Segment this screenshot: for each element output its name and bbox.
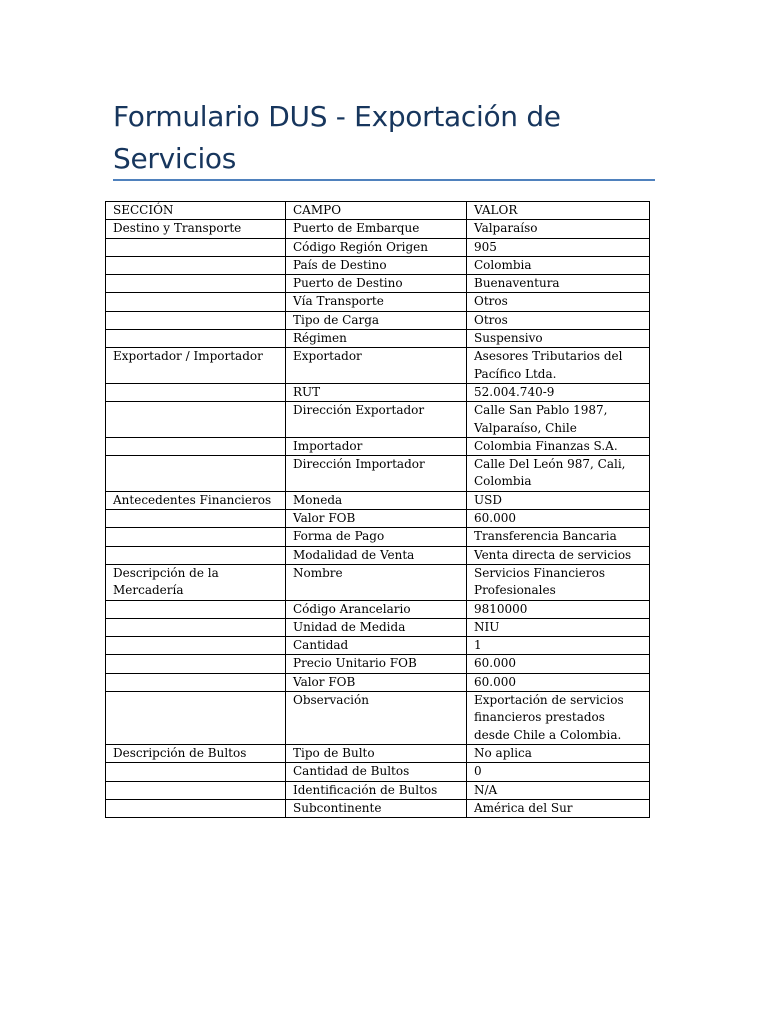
section-cell — [106, 763, 286, 781]
table-row — [106, 744, 650, 762]
value-cell: Otros — [467, 293, 650, 311]
section-cell — [106, 655, 286, 673]
section-cell — [106, 781, 286, 799]
field-cell: Dirección Exportador — [286, 402, 467, 438]
section-cell — [106, 383, 286, 401]
value-cell: 60.000 — [467, 655, 650, 673]
field-cell: Subcontinente — [286, 799, 467, 817]
document-title: Formulario DUS - Exportación de Servicios — [113, 100, 561, 175]
section-cell — [106, 402, 286, 438]
value-cell: 0 — [467, 763, 650, 781]
field-cell: Código Arancelario — [286, 600, 467, 618]
section-cell — [106, 238, 286, 256]
value-cell: Calle San Pablo 1987, Valparaíso, Chile — [467, 402, 650, 438]
section-cell — [106, 293, 286, 311]
section-cell — [106, 437, 286, 455]
field-cell: Valor FOB — [286, 510, 467, 528]
value-cell: No aplica — [467, 744, 650, 762]
section-cell — [106, 311, 286, 329]
value-cell: América del Sur — [467, 799, 650, 817]
field-cell: Puerto de Destino — [286, 275, 467, 293]
table-row — [106, 383, 650, 401]
value-cell: Exportación de servicios financieros prestados desde Chile a Colombia. — [467, 692, 650, 745]
section-cell — [106, 673, 286, 691]
table-header — [106, 202, 650, 220]
value-cell: N/A — [467, 781, 650, 799]
value-cell: 52.004.740-9 — [467, 383, 650, 401]
section-cell — [106, 275, 286, 293]
field-cell: Exportador — [286, 348, 467, 384]
table-row — [106, 491, 650, 509]
value-cell: 9810000 — [467, 600, 650, 618]
table-row — [106, 781, 650, 799]
table-body — [106, 220, 650, 818]
table-row — [106, 437, 650, 455]
table-row — [106, 348, 650, 384]
table-row — [106, 311, 650, 329]
section-cell — [106, 546, 286, 564]
value-cell: Servicios Financieros Profesionales — [467, 564, 650, 600]
field-cell: Cantidad — [286, 637, 467, 655]
table-row — [106, 655, 650, 673]
value-cell: NIU — [467, 618, 650, 636]
value-cell: Transferencia Bancaria — [467, 528, 650, 546]
header-campo: CAMPO — [286, 202, 467, 220]
field-cell: Cantidad de Bultos — [286, 763, 467, 781]
field-cell: Identificación de Bultos — [286, 781, 467, 799]
header-valor: VALOR — [467, 202, 650, 220]
section-cell — [106, 600, 286, 618]
field-cell: Puerto de Embarque — [286, 220, 467, 238]
value-cell: Suspensivo — [467, 330, 650, 348]
section-cell — [106, 799, 286, 817]
table-row — [106, 456, 650, 492]
table-row — [106, 220, 650, 238]
field-cell: Valor FOB — [286, 673, 467, 691]
field-cell: RUT — [286, 383, 467, 401]
value-cell: Colombia Finanzas S.A. — [467, 437, 650, 455]
field-cell: Precio Unitario FOB — [286, 655, 467, 673]
field-cell: Tipo de Bulto — [286, 744, 467, 762]
table-row — [106, 564, 650, 600]
table-row — [106, 402, 650, 438]
value-cell: USD — [467, 491, 650, 509]
section-cell: Antecedentes Financieros — [106, 491, 286, 509]
field-cell: Modalidad de Venta — [286, 546, 467, 564]
field-cell: Nombre — [286, 564, 467, 600]
dus-form-table — [105, 201, 650, 818]
field-cell: Unidad de Medida — [286, 618, 467, 636]
table-row — [106, 275, 650, 293]
value-cell: Colombia — [467, 256, 650, 274]
header-seccion: SECCIÓN — [106, 202, 286, 220]
title-underline — [113, 179, 655, 181]
section-cell — [106, 330, 286, 348]
section-cell — [106, 692, 286, 745]
field-cell: Observación — [286, 692, 467, 745]
table-row — [106, 763, 650, 781]
table-row — [106, 510, 650, 528]
field-cell: Código Región Origen — [286, 238, 467, 256]
table-row — [106, 256, 650, 274]
section-cell: Destino y Transporte — [106, 220, 286, 238]
value-cell: 1 — [467, 637, 650, 655]
table-row — [106, 238, 650, 256]
table-header-row — [106, 202, 650, 220]
section-cell: Exportador / Importador — [106, 348, 286, 384]
value-cell: Venta directa de servicios — [467, 546, 650, 564]
table-row — [106, 546, 650, 564]
value-cell: Otros — [467, 311, 650, 329]
section-cell — [106, 618, 286, 636]
field-cell: Moneda — [286, 491, 467, 509]
value-cell: Buenaventura — [467, 275, 650, 293]
field-cell: Régimen — [286, 330, 467, 348]
table-row — [106, 673, 650, 691]
section-cell — [106, 637, 286, 655]
field-cell: Vía Transporte — [286, 293, 467, 311]
field-cell: Forma de Pago — [286, 528, 467, 546]
field-cell: Tipo de Carga — [286, 311, 467, 329]
value-cell: Asesores Tributarios del Pacífico Ltda. — [467, 348, 650, 384]
section-cell — [106, 456, 286, 492]
section-cell: Descripción de la Mercadería — [106, 564, 286, 600]
value-cell: 60.000 — [467, 510, 650, 528]
field-cell: Importador — [286, 437, 467, 455]
table-row — [106, 799, 650, 817]
section-cell — [106, 510, 286, 528]
value-cell: Valparaíso — [467, 220, 650, 238]
value-cell: Calle Del León 987, Cali, Colombia — [467, 456, 650, 492]
table-row — [106, 330, 650, 348]
table-row — [106, 692, 650, 745]
table-row — [106, 528, 650, 546]
section-cell: Descripción de Bultos — [106, 744, 286, 762]
field-cell: Dirección Importador — [286, 456, 467, 492]
section-cell — [106, 256, 286, 274]
table-row — [106, 600, 650, 618]
section-cell — [106, 528, 286, 546]
table-row — [106, 618, 650, 636]
field-cell: País de Destino — [286, 256, 467, 274]
value-cell: 60.000 — [467, 673, 650, 691]
value-cell: 905 — [467, 238, 650, 256]
table-row — [106, 293, 650, 311]
table-row — [106, 637, 650, 655]
